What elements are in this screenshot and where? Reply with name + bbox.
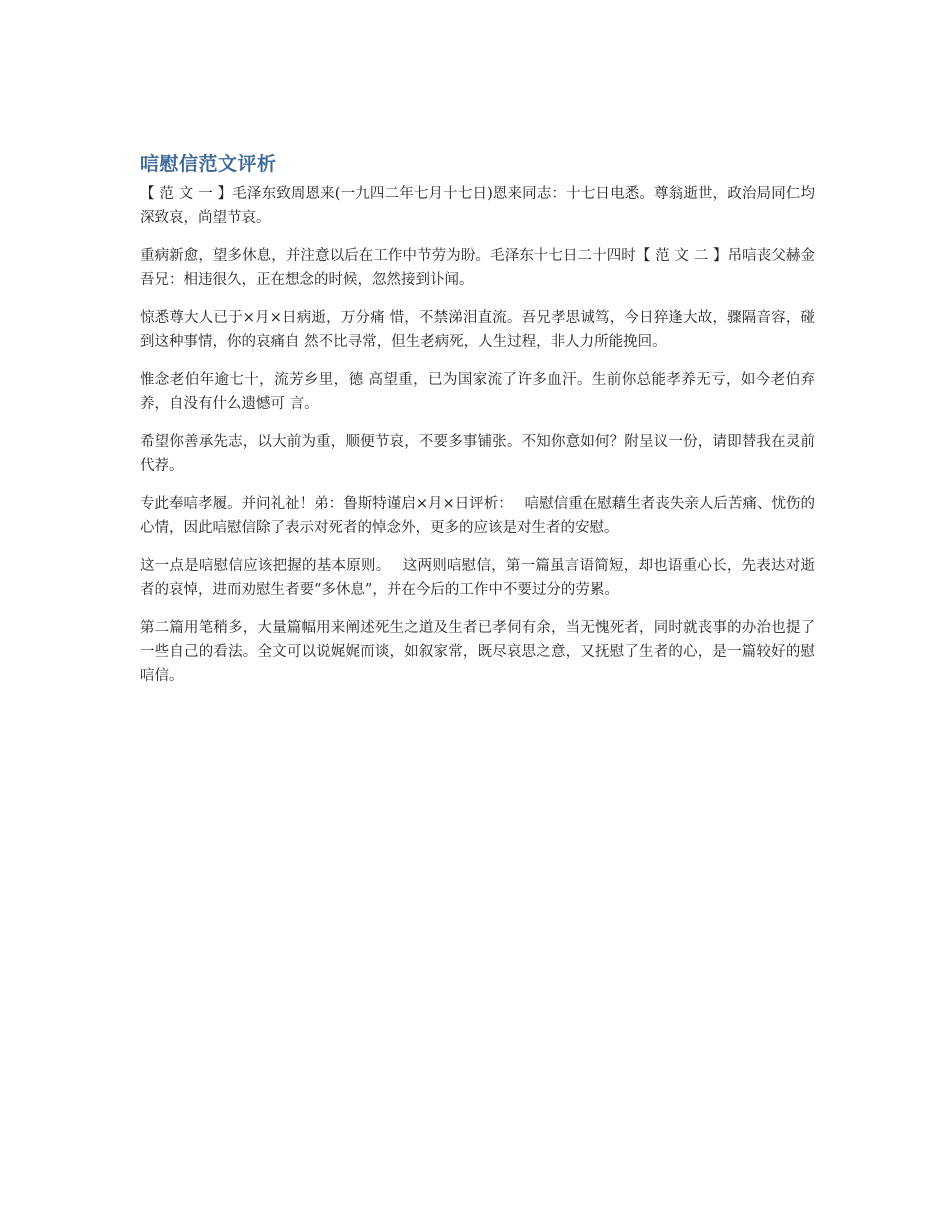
paragraph-6: 专此奉唁孝履。并问礼祉！弟：鲁斯特谨启×月×日评析： 唁慰信重在慰藉生者丧失亲人后苦痛、忧伤的心情，因此唁慰信除了表示对死者的悼念外，更多的应该是对生者的安慰。 xyxy=(140,496,815,536)
paragraph-7: 这一点是唁慰信应该把握的基本原则。 这两则唁慰信，第一篇虽言语简短，却也语重心长，先表达对逝者的哀悼，进而劝慰生者要“多休息”，并在今后的工作中不要过分的劳累。 xyxy=(140,558,815,598)
document-title: 唁慰信范文评析 xyxy=(140,153,277,175)
paragraph-4: 惟念老伯年逾七十，流芳乡里，德 高望重，已为国家流了许多血汗。生前你总能孝养无亏，如今老伯弃养，自没有什么遗憾可 言。 xyxy=(140,372,815,412)
paragraph-5: 希望你善承先志，以大前为重，顺便节哀，不要多事铺张。不知你意如何？附呈议一份，请即替我在灵前代荐。 xyxy=(140,434,815,474)
paragraph-8: 第二篇用笔稍多，大量篇幅用来阐述死生之道及生者已孝伺有余，当无愧死者，同时就丧事的办治也提了一些自己的看法。全文可以说娓娓而谈，如叙家常，既尽哀思之意，又抚慰了生者的心，是一篇较好的慰唁信。 xyxy=(140,620,815,684)
paragraph-2: 重病新愈，望多休息，并注意以后在工作中节劳为盼。毛泽东十七日二十四时【 范 文 二 】吊唁丧父赫金吾兄：相违很久，正在想念的时候，忽然接到讣闻。 xyxy=(140,248,815,288)
paragraph-3: 惊悉尊大人已于×月×日病逝，万分痛 惜，不禁涕泪直流。吾兄孝思诚笃，今日猝逢大故，骤隔音容，碰到这种事情，你的哀痛自 然不比寻常，但生老病死，人生过程，非人力所能挽回。 xyxy=(140,310,815,350)
document-body xyxy=(140,150,815,702)
paragraph-1: 【 范 文 一 】毛泽东致周恩来(一九四二年七月十七日)恩来同志：十七日电悉。尊翁逝世，政治局同仁均深致哀，尚望节哀。 xyxy=(140,186,815,226)
